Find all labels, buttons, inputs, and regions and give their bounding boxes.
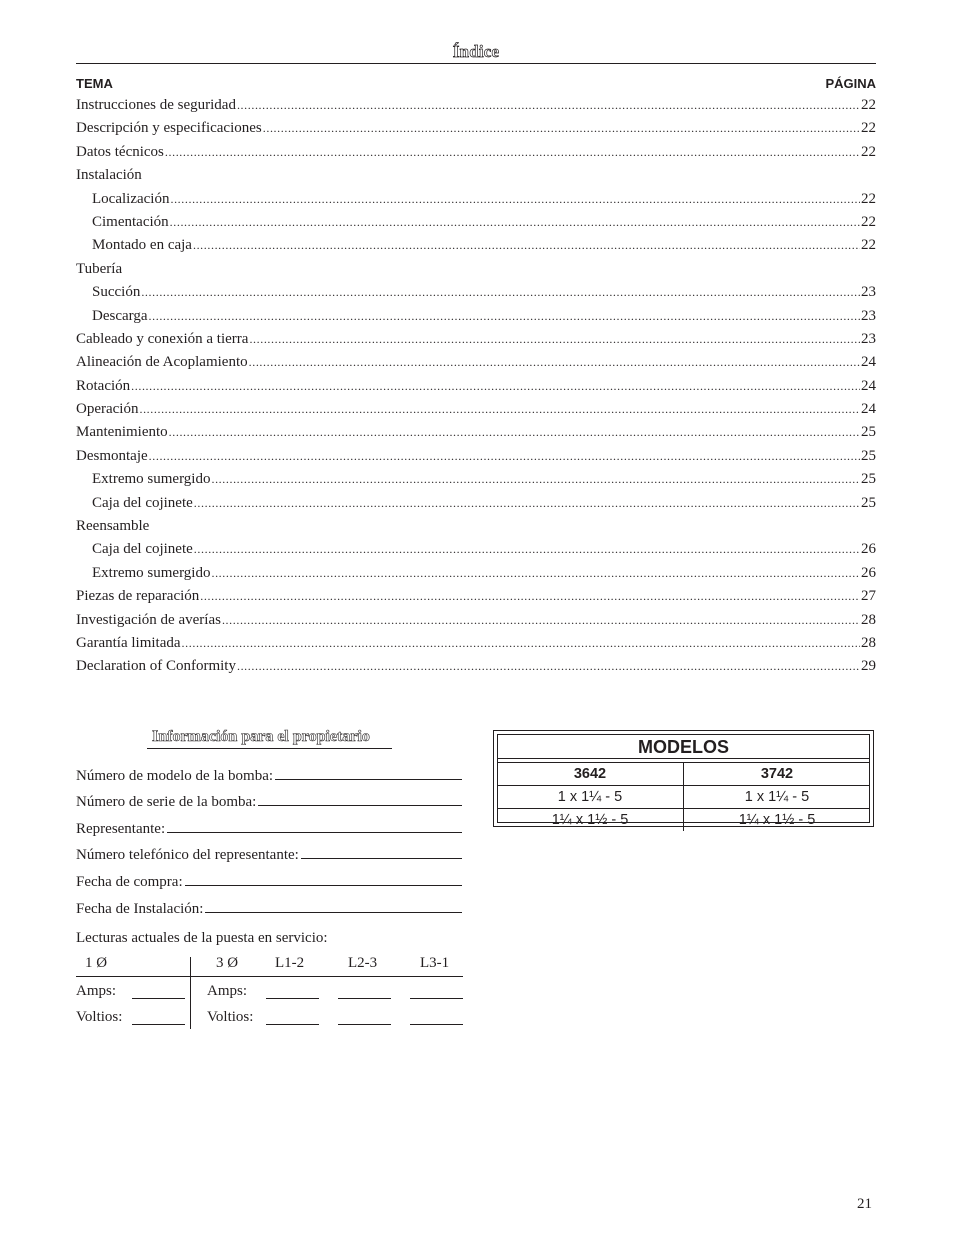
models-row: [497, 808, 870, 831]
toc-leader-dots: [165, 141, 860, 164]
owner-field: [76, 891, 462, 918]
toc-entry: [76, 328, 876, 351]
model-3642-header: 3642: [573, 766, 607, 782]
owner-field: [76, 864, 462, 891]
owner-field-label: Número de serie de la bomba:: [76, 794, 257, 811]
toc-entry-label: Caja del cojinete: [92, 541, 193, 558]
toc-leader-dots: [237, 94, 860, 117]
toc-entry-label: Descripción y especificaciones: [76, 120, 262, 137]
toc-leader-dots: [193, 234, 860, 257]
toc-entry-label: Instrucciones de seguridad: [76, 97, 236, 113]
owner-field-label: Fecha de Instalación:: [76, 900, 204, 917]
owner-field-blank[interactable]: [205, 912, 462, 913]
col-l3-1: L3-1: [420, 955, 450, 971]
readings-label: Lecturas actuales de la puesta en servicio:: [76, 930, 328, 946]
toc-entry-label: Montado en caja: [92, 237, 192, 254]
owner-field: [76, 785, 462, 812]
readings-table: [76, 955, 463, 1030]
model-cell: 1 x 1¼ - 5: [557, 789, 623, 805]
owner-field-label: Número de modelo de la bomba:: [76, 767, 274, 784]
toc-leader-dots: [170, 211, 860, 234]
toc-topic-header: TEMA: [76, 76, 113, 91]
single-volts-label: Voltios:: [76, 1009, 123, 1025]
toc-entry-page: 24: [861, 354, 876, 371]
toc-entry-label: Caja del cojinete: [92, 494, 193, 511]
toc-entry: [76, 655, 876, 678]
toc-entry-page: 26: [861, 564, 876, 581]
owner-field: [76, 811, 462, 838]
toc-entry: [76, 188, 876, 211]
toc-entry-label: Reensamble: [76, 518, 150, 535]
index-title: Índice: [452, 42, 500, 61]
toc-entry-label: Alineación de Acoplamiento: [76, 354, 248, 371]
title-rule: [76, 63, 876, 64]
toc-entry-label: Garantía limitada: [76, 634, 181, 651]
toc-leader-dots: [139, 398, 860, 421]
toc-entry-page: 23: [861, 284, 876, 301]
models-table: [493, 730, 874, 827]
owner-field-blank[interactable]: [167, 832, 462, 833]
toc-entry-label: Cableado y conexión a tierra: [76, 330, 249, 347]
toc-entry-label: Investigación de averías: [76, 611, 221, 628]
toc-entry: [76, 94, 876, 117]
toc-entry-page: 28: [861, 611, 876, 628]
toc-leader-dots: [249, 351, 860, 374]
toc-entry: [76, 585, 876, 608]
toc-entry-page: 28: [861, 634, 876, 651]
toc-entry-label: Declaration of Conformity: [76, 658, 236, 675]
toc-entry-page: 25: [861, 447, 876, 464]
amps-l2-3-blank[interactable]: [338, 984, 391, 999]
toc-entry-label: Descarga: [92, 307, 148, 324]
toc-leader-dots: [149, 445, 860, 468]
three-phase-header: 3 Ø: [216, 955, 239, 971]
toc-entry: [76, 515, 876, 538]
owner-fields: [76, 758, 462, 918]
toc-entry-page: 25: [861, 471, 876, 488]
toc-entry-page: 22: [861, 190, 876, 207]
models-header-row: [497, 762, 870, 785]
toc-leader-dots: [170, 188, 860, 211]
toc-leader-dots: [211, 468, 860, 491]
table-of-contents: [76, 94, 876, 679]
toc-leader-dots: [249, 328, 860, 351]
toc-entry-label: Piezas de reparación: [76, 588, 200, 605]
owner-info-title: Información para el propietario: [152, 728, 370, 745]
owner-field: [76, 758, 462, 785]
toc-entry: [76, 375, 876, 398]
toc-entry-page: 22: [861, 237, 876, 254]
toc-entry-page: 24: [861, 401, 876, 418]
owner-title-rule: [147, 748, 392, 749]
three-volts-label: Voltios:: [207, 1009, 254, 1025]
toc-entry-page: 26: [861, 541, 876, 558]
toc-leader-dots: [263, 117, 860, 140]
models-row: [497, 785, 870, 808]
owner-field: [76, 838, 462, 865]
toc-entry-label: Datos técnicos: [76, 143, 164, 160]
single-amps-label: Amps:: [76, 983, 117, 999]
toc-entry: [76, 351, 876, 374]
toc-leader-dots: [194, 492, 860, 515]
toc-leader-dots: [141, 281, 860, 304]
readings-separator: [190, 957, 191, 1029]
toc-entry: [76, 468, 876, 491]
model-cell: 1¼ x 1½ - 5: [551, 812, 629, 828]
toc-entry: [76, 281, 876, 304]
toc-leader-dots: [149, 305, 860, 328]
toc-entry: [76, 141, 876, 164]
toc-entry-label: Instalación: [76, 167, 142, 184]
toc-entry-label: Rotación: [76, 377, 131, 394]
toc-entry-label: Extremo sumergido: [92, 564, 211, 581]
toc-entry: [76, 445, 876, 468]
toc-entry: [76, 538, 876, 561]
model-cell: 1 x 1¼ - 5: [683, 786, 870, 808]
toc-entry-page: 23: [861, 307, 876, 324]
toc-leader-dots: [169, 421, 860, 444]
models-title: MODELOS: [498, 735, 869, 759]
toc-entry-page: 29: [861, 658, 876, 675]
toc-entry-page: 22: [861, 213, 876, 230]
single-phase-header: 1 Ø: [85, 955, 108, 971]
toc-entry-label: Succión: [92, 284, 141, 301]
model-3742-header: 3742: [683, 763, 870, 785]
volts-l3-1-blank[interactable]: [410, 1010, 463, 1025]
toc-entry: [76, 421, 876, 444]
toc-entry-page: 22: [861, 120, 876, 137]
three-amps-label: Amps:: [207, 983, 248, 999]
toc-entry-page: 25: [861, 424, 876, 441]
toc-entry-page: 27: [861, 588, 876, 605]
toc-entry: [76, 398, 876, 421]
toc-entry-label: Operación: [76, 401, 139, 418]
col-l1-2: L1-2: [275, 955, 305, 971]
toc-entry: [76, 632, 876, 655]
toc-entry: [76, 211, 876, 234]
toc-entry-label: Cimentación: [92, 213, 169, 230]
owner-field-label: Número telefónico del representante:: [76, 847, 299, 864]
toc-entry-label: Extremo sumergido: [92, 471, 211, 488]
toc-leader-dots: [222, 609, 860, 632]
owner-field-blank[interactable]: [301, 858, 462, 859]
toc-entry-page: 22: [861, 143, 876, 160]
owner-field-label: Representante:: [76, 820, 166, 837]
toc-entry: [76, 234, 876, 257]
owner-field-blank[interactable]: [185, 885, 462, 886]
toc-leader-dots: [237, 655, 860, 678]
toc-leader-dots: [200, 585, 860, 608]
toc-entry-label: Localización: [92, 190, 170, 207]
single-amps-blank[interactable]: [132, 984, 185, 999]
toc-entry: [76, 492, 876, 515]
toc-entry-page: 25: [861, 494, 876, 511]
owner-field-blank[interactable]: [275, 779, 462, 780]
toc-entry-page: 24: [861, 377, 876, 394]
toc-leader-dots: [131, 375, 860, 398]
toc-page-header: PÁGINA: [825, 76, 876, 91]
toc-entry: [76, 258, 876, 281]
col-l2-3: L2-3: [348, 955, 378, 971]
owner-field-label: Fecha de compra:: [76, 873, 183, 890]
toc-entry: [76, 117, 876, 140]
toc-entry: [76, 562, 876, 585]
toc-leader-dots: [211, 562, 860, 585]
toc-entry: [76, 609, 876, 632]
toc-entry: [76, 305, 876, 328]
single-volts-blank[interactable]: [132, 1010, 185, 1025]
readings-header-rule: [76, 976, 463, 977]
volts-l2-3-blank[interactable]: [338, 1010, 391, 1025]
toc-entry-page: 23: [861, 330, 876, 347]
toc-entry-label: Desmontaje: [76, 447, 148, 464]
models-grid: [497, 762, 870, 828]
amps-l1-2-blank[interactable]: [266, 984, 319, 999]
toc-entry: [76, 164, 876, 187]
volts-l1-2-blank[interactable]: [266, 1010, 319, 1025]
model-cell: 1¼ x 1½ - 5: [683, 809, 870, 831]
amps-l3-1-blank[interactable]: [410, 984, 463, 999]
owner-field-blank[interactable]: [258, 805, 462, 806]
toc-entry-page: 22: [861, 97, 876, 113]
toc-leader-dots: [182, 632, 860, 655]
toc-entry-label: Tubería: [76, 260, 123, 277]
toc-entry-label: Mantenimiento: [76, 424, 168, 441]
page-number: 21: [857, 1196, 872, 1212]
toc-leader-dots: [194, 538, 860, 561]
